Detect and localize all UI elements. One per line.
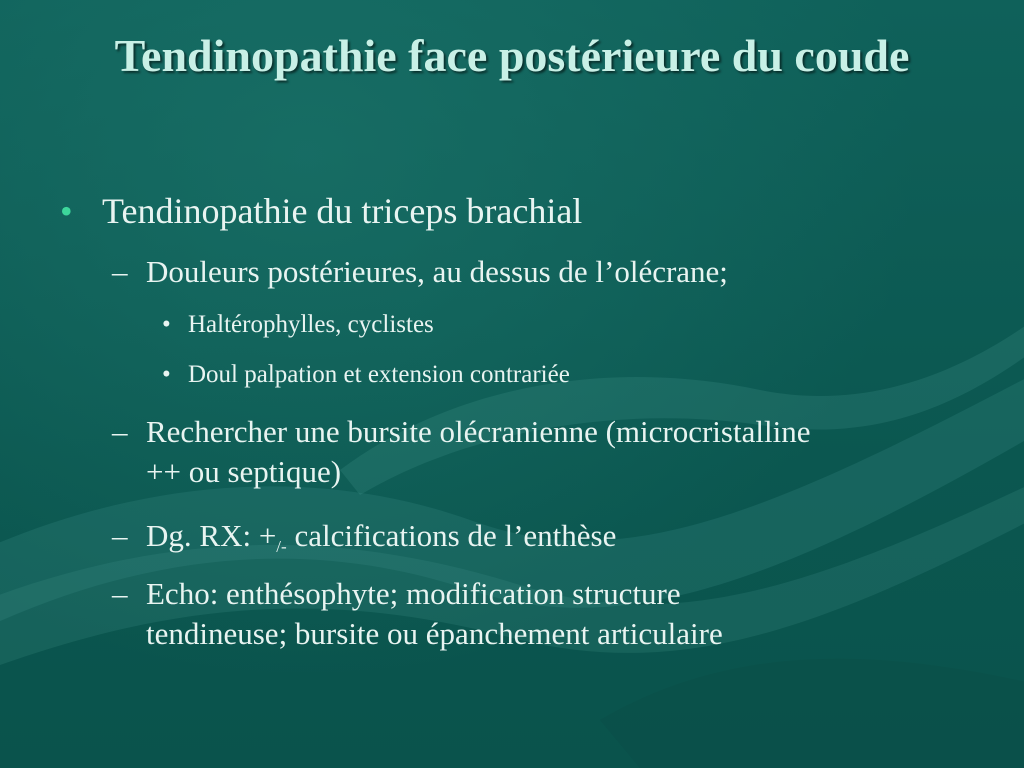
sub-item-text-line2: ++ ou septique)	[146, 454, 342, 489]
bullet-text: Tendinopathie du triceps brachial	[102, 191, 583, 231]
sub-item-text-line2: tendineuse; bursite ou épanchement articulaire	[146, 616, 723, 651]
dash-marker: –	[112, 414, 128, 449]
dash-marker: –	[112, 254, 128, 289]
sub-sub-item-halterophylles	[162, 310, 942, 340]
rx-suffix: calcifications de l’enthèse	[286, 518, 617, 553]
bullet-marker: •	[60, 191, 73, 231]
sub-item-bursite	[112, 412, 992, 492]
bullet-triceps	[60, 190, 960, 232]
bullet-marker: •	[162, 311, 171, 338]
rx-subscript: /-	[276, 536, 287, 556]
dash-marker: –	[112, 576, 128, 611]
rx-prefix: Dg. RX: +	[146, 518, 277, 553]
sub-item-text	[146, 516, 962, 556]
sub-item-douleurs	[112, 252, 962, 292]
sub-sub-item-text: Doul palpation et extension contrariée	[188, 361, 570, 388]
sub-item-text: Douleurs postérieures, au dessus de l’olécrane;	[146, 254, 728, 289]
bullet-marker: •	[162, 361, 171, 388]
dash-marker: –	[112, 518, 128, 553]
sub-item-echo	[112, 574, 962, 654]
slide-title: Tendinopathie face postérieure du coude	[114, 30, 910, 81]
sub-sub-item-palpation	[162, 360, 942, 390]
sub-item-rx	[112, 516, 962, 556]
sub-item-text-line1: Echo: enthésophyte; modification structure	[146, 576, 681, 611]
sub-item-text-line1: Rechercher une bursite olécranienne (microcristalline	[146, 414, 811, 449]
sub-sub-item-text: Haltérophylles, cyclistes	[188, 311, 434, 338]
